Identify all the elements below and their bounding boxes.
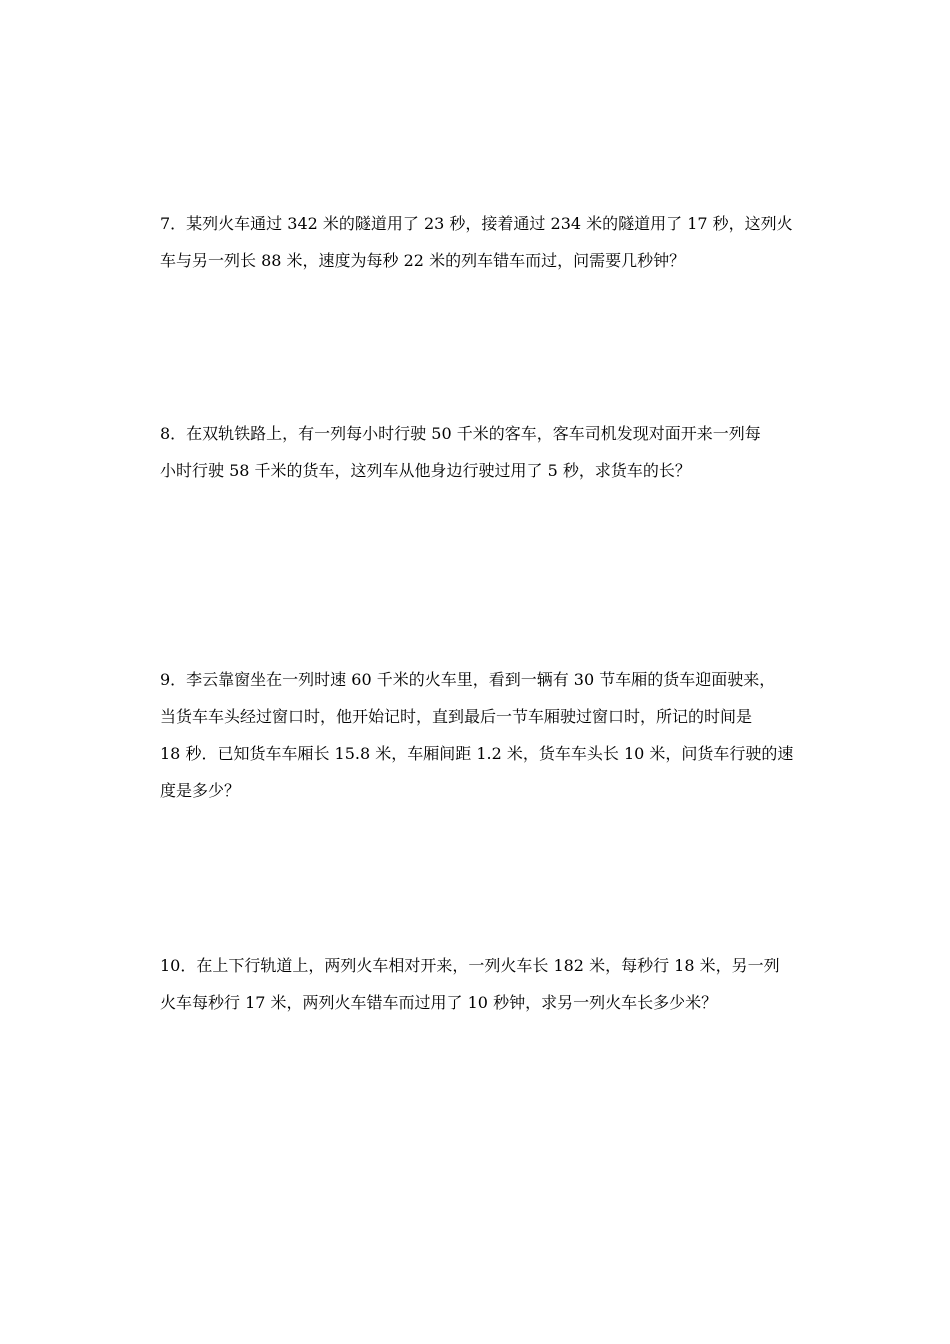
problem-9-line-2: 当货车车头经过窗口时，他开始记时，直到最后一节车厢驶过窗口时，所记的时间是 <box>160 707 753 726</box>
problem-7 <box>160 214 793 288</box>
problem-10-line-2: 火车每秒行 17 米，两列火车错车而过用了 10 秒钟，求另一列火车长多少米？ <box>160 993 718 1012</box>
problem-7-line-1: 7．某列火车通过 342 米的隧道用了 23 秒，接着通过 234 米的隧道用了 17 秒，这列火 <box>160 214 793 233</box>
problem-10 <box>160 956 790 1030</box>
problem-8-line-2: 小时行驶 58 千米的货车，这列车从他身边行驶过用了 5 秒，求货车的长？ <box>160 461 691 480</box>
problem-9 <box>160 670 794 818</box>
problem-7-line-2: 车与另一列长 88 米，速度为每秒 22 米的列车错车而过，问需要几秒钟？ <box>160 251 686 270</box>
problem-8 <box>160 424 790 498</box>
problem-9-line-3: 18 秒．已知货车车厢长 15.8 米，车厢间距 1.2 米，货车车头长 10 米，问货车行驶的速 <box>160 744 794 763</box>
problem-9-line-1: 9．李云靠窗坐在一列时速 60 千米的火车里，看到一辆有 30 节车厢的货车迎面驶来， <box>160 670 776 689</box>
problem-9-line-4: 度是多少？ <box>160 781 241 800</box>
problem-8-line-1: 8．在双轨铁路上，有一列每小时行驶 50 千米的客车，客车司机发现对面开来一列每 <box>160 424 761 443</box>
problem-10-line-1: 10．在上下行轨道上，两列火车相对开来，一列火车长 182 米，每秒行 18 米，另一列 <box>160 956 780 975</box>
